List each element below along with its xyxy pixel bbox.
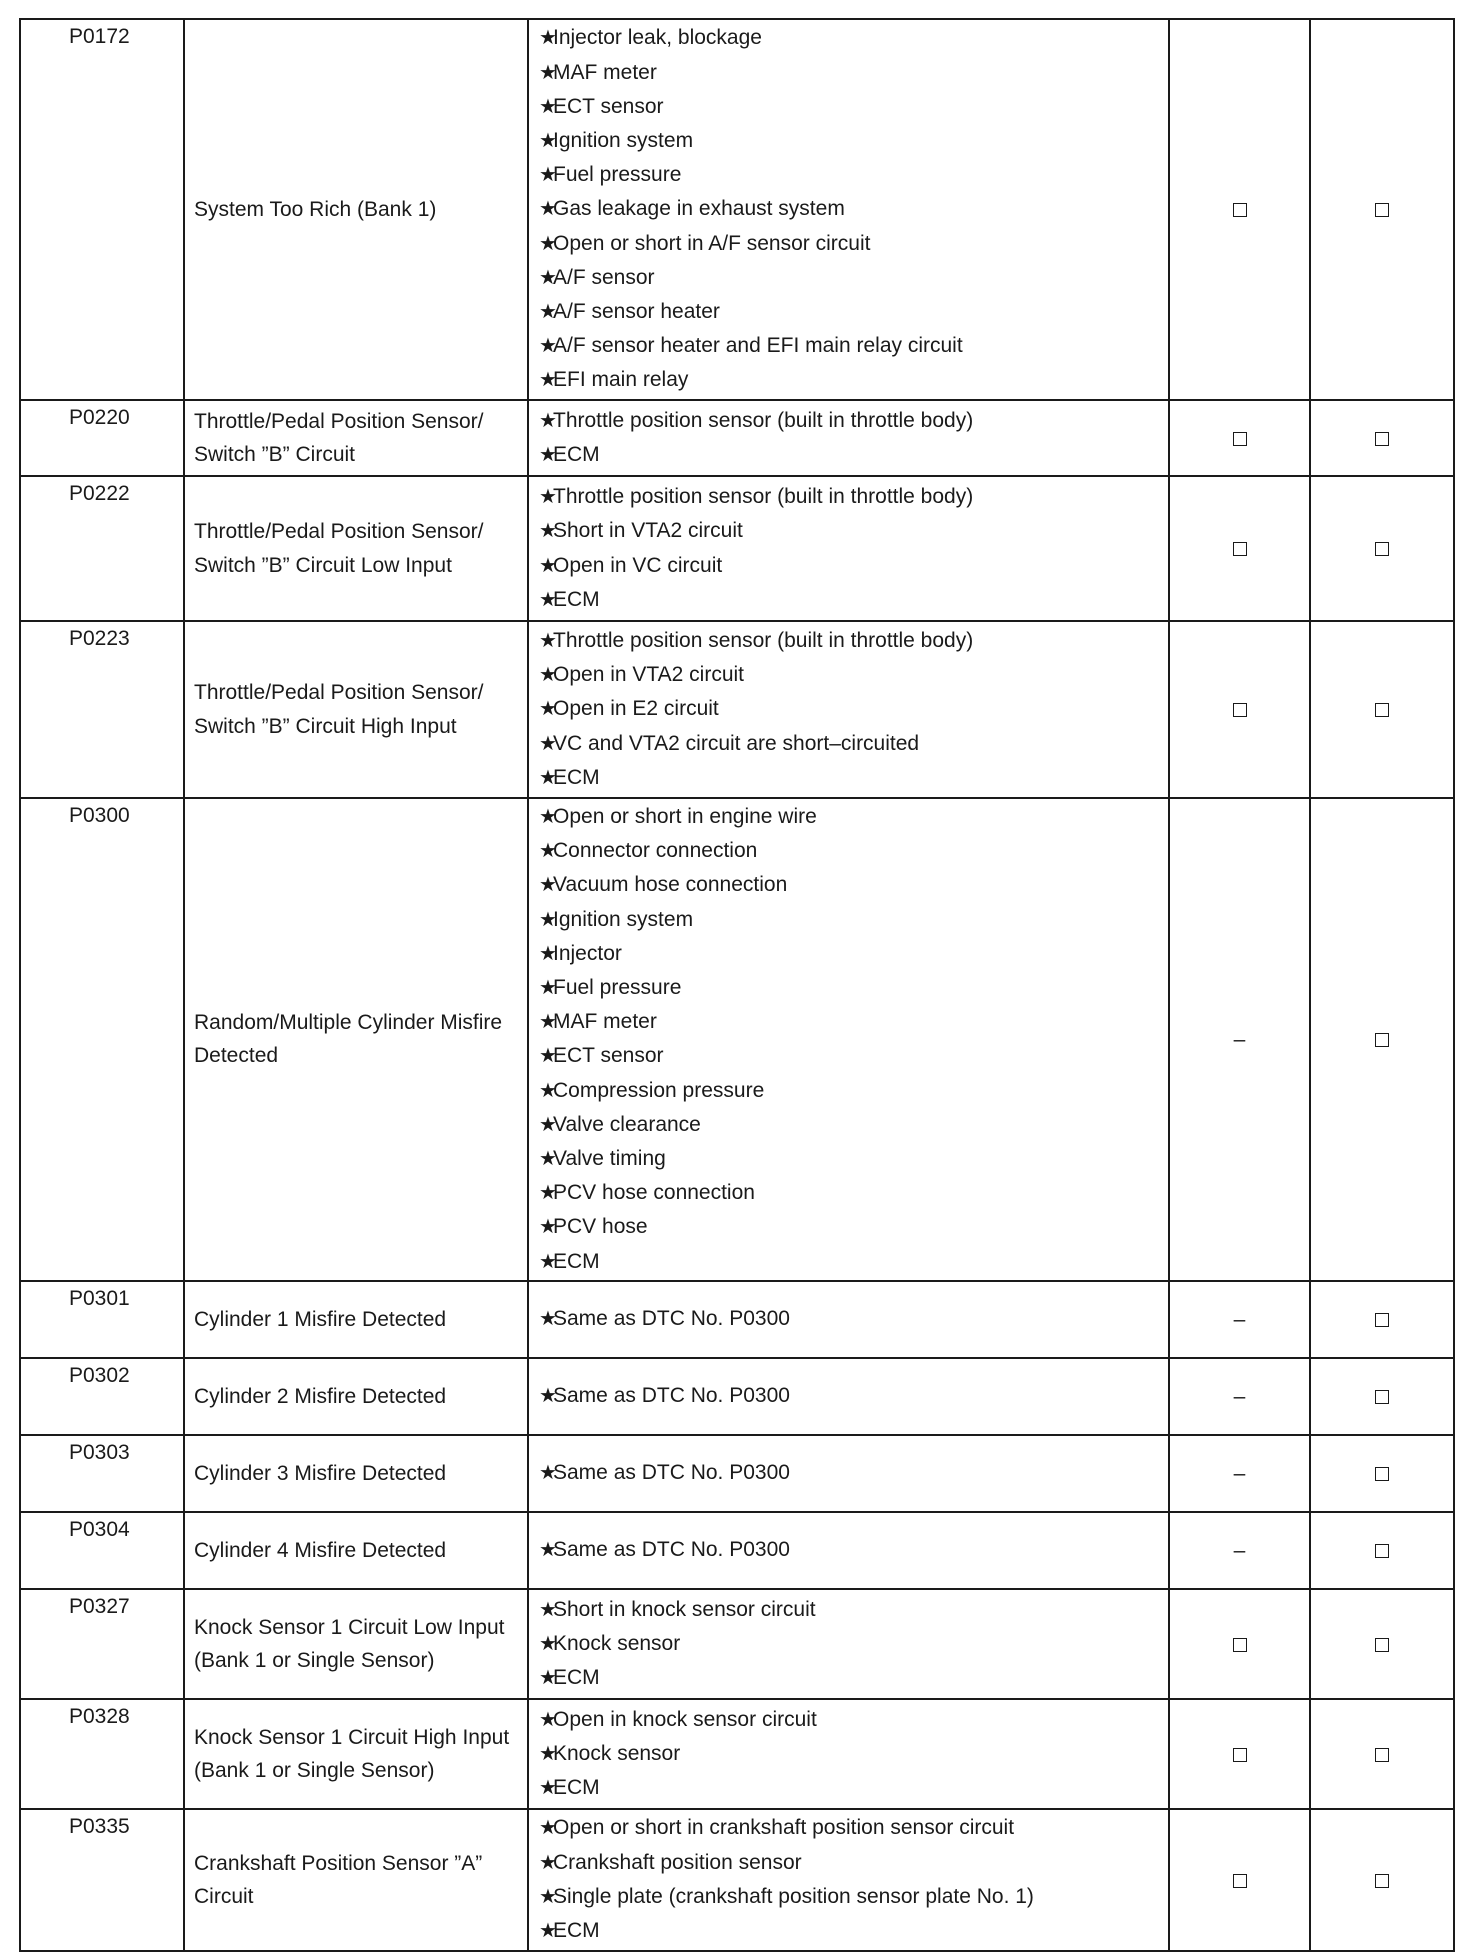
dtc-code: P0223	[69, 627, 130, 650]
mil-cell	[1169, 1435, 1310, 1512]
star-bullet-icon: ★	[539, 1079, 557, 1102]
trouble-area-item	[539, 1210, 1168, 1244]
trouble-area-item	[539, 1039, 1168, 1073]
trouble-area-item	[539, 192, 1168, 226]
dtc-code: P0300	[69, 804, 130, 827]
star-bullet-icon: ★	[539, 664, 557, 687]
dtc-description: Knock Sensor 1 Circuit High Input (Bank 1 or Single Sensor)	[194, 1725, 510, 1782]
table-row	[20, 1809, 1454, 1951]
trouble-area-item	[539, 1703, 1168, 1737]
trouble-area-item	[539, 1074, 1168, 1108]
dtc-code-cell	[20, 1358, 184, 1435]
star-bullet-icon: ★	[539, 840, 557, 863]
table-row	[20, 400, 1454, 476]
star-bullet-icon: ★	[539, 61, 557, 84]
trouble-area-text: Vacuum hose connection	[553, 873, 788, 897]
dtc-description: System Too Rich (Bank 1)	[194, 197, 437, 221]
trouble-area-item	[539, 971, 1168, 1005]
trouble-area-text: Gas leakage in exhaust system	[553, 197, 845, 221]
trouble-area-item	[539, 363, 1168, 397]
star-bullet-icon: ★	[539, 1148, 557, 1171]
dtc-description: Throttle/Pedal Position Sensor/ Switch ”B” Circuit Low Input	[194, 520, 484, 577]
trouble-area-item	[539, 868, 1168, 902]
trouble-area-text: EFI main relay	[553, 368, 689, 392]
trouble-area-item	[539, 583, 1168, 617]
table-row	[20, 1358, 1454, 1435]
memory-cell	[1310, 1809, 1454, 1951]
memory-cell	[1310, 1435, 1454, 1512]
trouble-area-item	[539, 227, 1168, 261]
trouble-area-text: ECT sensor	[553, 1044, 664, 1068]
trouble-area-item	[539, 329, 1168, 363]
star-bullet-icon: ★	[539, 874, 557, 897]
trouble-area-item	[539, 1627, 1168, 1661]
trouble-area-item	[539, 56, 1168, 90]
trouble-area-text: PCV hose connection	[553, 1181, 755, 1205]
trouble-area-text: ECM	[553, 1249, 600, 1273]
trouble-area-item	[539, 1108, 1168, 1142]
star-bullet-icon: ★	[539, 1385, 557, 1408]
mil-cell	[1169, 400, 1310, 476]
star-bullet-icon: ★	[539, 1851, 557, 1874]
checkbox-icon	[1375, 1638, 1389, 1652]
memory-cell	[1310, 476, 1454, 621]
trouble-area-item	[539, 903, 1168, 937]
memory-cell	[1310, 798, 1454, 1281]
trouble-area-text: ECM	[553, 1665, 600, 1689]
dash-mark: –	[1233, 1538, 1246, 1562]
trouble-area-item	[539, 549, 1168, 583]
star-bullet-icon: ★	[539, 698, 557, 721]
mil-cell	[1169, 1809, 1310, 1951]
star-bullet-icon: ★	[539, 1598, 557, 1621]
trouble-area-cell	[528, 1281, 1169, 1358]
trouble-area-text: Knock sensor	[553, 1741, 681, 1765]
mil-cell	[1169, 1512, 1310, 1589]
dtc-code: P0335	[69, 1814, 130, 1838]
table-row	[20, 621, 1454, 798]
trouble-area-item	[539, 1379, 1168, 1413]
star-bullet-icon: ★	[539, 1776, 557, 1799]
star-bullet-icon: ★	[539, 1885, 557, 1908]
checkbox-icon	[1375, 703, 1389, 717]
star-bullet-icon: ★	[539, 232, 557, 255]
dtc-code: P0302	[69, 1363, 130, 1387]
dtc-description-cell	[184, 1435, 528, 1512]
trouble-area-cell	[528, 1809, 1169, 1951]
dtc-description: Throttle/Pedal Position Sensor/ Switch ”B” Circuit High Input	[194, 681, 484, 738]
dtc-description-cell	[184, 1809, 528, 1951]
dtc-description: Random/Multiple Cylinder Misfire Detected	[194, 1011, 503, 1068]
trouble-area-text: Same as DTC No. P0300	[553, 1307, 790, 1331]
checkbox-icon	[1375, 1467, 1389, 1481]
trouble-area-item	[539, 937, 1168, 971]
trouble-area-text: Knock sensor	[553, 1631, 681, 1655]
dtc-description-cell	[184, 798, 528, 1281]
mil-cell	[1169, 1281, 1310, 1358]
star-bullet-icon: ★	[539, 520, 557, 543]
table-row	[20, 1512, 1454, 1589]
dtc-code-cell	[20, 1589, 184, 1699]
memory-cell	[1310, 1699, 1454, 1809]
mil-cell	[1169, 621, 1310, 798]
trouble-area-item	[539, 1302, 1168, 1336]
trouble-area-cell	[528, 1512, 1169, 1589]
trouble-area-item	[539, 1593, 1168, 1627]
table-row	[20, 1589, 1454, 1699]
trouble-area-text: MAF meter	[553, 1010, 657, 1034]
checkbox-icon	[1233, 432, 1247, 446]
trouble-area-item	[539, 404, 1168, 438]
trouble-area-text: Connector connection	[553, 839, 758, 863]
dtc-code-cell	[20, 1699, 184, 1809]
dtc-code: P0222	[69, 482, 130, 505]
star-bullet-icon: ★	[539, 1632, 557, 1655]
star-bullet-icon: ★	[539, 1817, 557, 1840]
trouble-area-item	[539, 624, 1168, 658]
memory-cell	[1310, 1512, 1454, 1589]
star-bullet-icon: ★	[539, 1250, 557, 1273]
dtc-description: Crankshaft Position Sensor ”A” Circuit	[194, 1851, 483, 1908]
dtc-code-cell	[20, 1281, 184, 1358]
trouble-area-item	[539, 1245, 1168, 1279]
trouble-area-text: VC and VTA2 circuit are short–circuited	[553, 731, 920, 755]
dtc-description: Cylinder 3 Misfire Detected	[194, 1461, 447, 1485]
trouble-area-item	[539, 1005, 1168, 1039]
checkbox-icon	[1375, 432, 1389, 446]
trouble-area-text: Fuel pressure	[553, 163, 682, 187]
trouble-area-item	[539, 834, 1168, 868]
trouble-area-item	[539, 761, 1168, 795]
star-bullet-icon: ★	[539, 486, 557, 509]
trouble-area-text: Throttle position sensor (built in throttle body)	[553, 408, 974, 432]
trouble-area-text: A/F sensor heater and EFI main relay circuit	[553, 334, 963, 358]
trouble-area-cell	[528, 1435, 1169, 1512]
trouble-area-text: Valve timing	[553, 1147, 666, 1171]
star-bullet-icon: ★	[539, 1045, 557, 1068]
trouble-area-cell	[528, 19, 1169, 400]
dtc-code-cell	[20, 798, 184, 1281]
star-bullet-icon: ★	[539, 766, 557, 789]
trouble-area-text: Single plate (crankshaft position sensor plate No. 1)	[553, 1884, 1034, 1908]
trouble-area-text: Open or short in A/F sensor circuit	[553, 231, 871, 255]
dtc-code-cell	[20, 621, 184, 798]
table-row	[20, 19, 1454, 400]
trouble-area-item	[539, 480, 1168, 514]
trouble-area-cell	[528, 621, 1169, 798]
star-bullet-icon: ★	[539, 1113, 557, 1136]
checkbox-icon	[1375, 1390, 1389, 1404]
trouble-area-item	[539, 90, 1168, 124]
dtc-description-cell	[184, 1358, 528, 1435]
star-bullet-icon: ★	[539, 1666, 557, 1689]
trouble-area-text: Open in knock sensor circuit	[553, 1707, 817, 1731]
star-bullet-icon: ★	[539, 732, 557, 755]
dtc-description-cell	[184, 1512, 528, 1589]
trouble-area-cell	[528, 400, 1169, 476]
trouble-area-item	[539, 692, 1168, 726]
trouble-area-item	[539, 158, 1168, 192]
trouble-area-text: Same as DTC No. P0300	[553, 1538, 790, 1562]
star-bullet-icon: ★	[539, 1920, 557, 1943]
dtc-code-cell	[20, 1512, 184, 1589]
star-bullet-icon: ★	[539, 335, 557, 358]
dtc-description-cell	[184, 1281, 528, 1358]
trouble-area-text: Open in VC circuit	[553, 553, 723, 577]
checkbox-icon	[1233, 1874, 1247, 1888]
dash-mark: –	[1233, 1384, 1246, 1408]
dtc-description: Cylinder 4 Misfire Detected	[194, 1538, 447, 1562]
table-row	[20, 1435, 1454, 1512]
trouble-area-text: ECM	[553, 1919, 600, 1943]
checkbox-icon	[1233, 1638, 1247, 1652]
star-bullet-icon: ★	[539, 129, 557, 152]
trouble-area-text: Compression pressure	[553, 1078, 765, 1102]
checkbox-icon	[1375, 1544, 1389, 1558]
star-bullet-icon: ★	[539, 1182, 557, 1205]
trouble-area-cell	[528, 798, 1169, 1281]
dtc-description-cell	[184, 621, 528, 798]
trouble-area-text: ECM	[553, 443, 600, 466]
star-bullet-icon: ★	[539, 369, 557, 392]
star-bullet-icon: ★	[539, 95, 557, 118]
table-row	[20, 476, 1454, 621]
trouble-area-text: ECT sensor	[553, 94, 664, 118]
trouble-area-cell	[528, 1589, 1169, 1699]
trouble-area-text: Same as DTC No. P0300	[553, 1384, 790, 1408]
trouble-area-text: Throttle position sensor (built in throttle body)	[553, 628, 974, 652]
star-bullet-icon: ★	[539, 1708, 557, 1731]
trouble-area-text: Open or short in crankshaft position sensor circuit	[553, 1816, 1015, 1840]
trouble-area-text: Ignition system	[553, 128, 694, 152]
star-bullet-icon: ★	[539, 444, 557, 466]
mil-cell	[1169, 1358, 1310, 1435]
trouble-area-item	[539, 124, 1168, 158]
checkbox-icon	[1375, 1033, 1389, 1047]
trouble-area-item	[539, 295, 1168, 329]
trouble-area-text: Open or short in engine wire	[553, 805, 817, 828]
checkbox-icon	[1375, 203, 1389, 217]
checkbox-icon	[1233, 542, 1247, 556]
trouble-area-item	[539, 1771, 1168, 1805]
dtc-code: P0327	[69, 1594, 130, 1618]
trouble-area-item	[539, 1456, 1168, 1490]
trouble-area-item	[539, 1914, 1168, 1948]
trouble-area-item	[539, 727, 1168, 761]
dash-mark: –	[1233, 1461, 1246, 1485]
dash-mark: –	[1233, 1027, 1246, 1051]
star-bullet-icon: ★	[539, 198, 557, 221]
dtc-code: P0328	[69, 1704, 130, 1728]
trouble-area-item	[539, 514, 1168, 548]
trouble-area-text: ECM	[553, 587, 600, 611]
dtc-code: P0172	[69, 25, 130, 48]
checkbox-icon	[1375, 1874, 1389, 1888]
star-bullet-icon: ★	[539, 977, 557, 1000]
star-bullet-icon: ★	[539, 1011, 557, 1034]
trouble-area-text: Crankshaft position sensor	[553, 1850, 802, 1874]
star-bullet-icon: ★	[539, 1216, 557, 1239]
star-bullet-icon: ★	[539, 266, 557, 289]
star-bullet-icon: ★	[539, 908, 557, 931]
trouble-area-text: Short in VTA2 circuit	[553, 519, 743, 543]
table-row	[20, 1699, 1454, 1809]
trouble-area-text: Same as DTC No. P0300	[553, 1461, 790, 1485]
dtc-code-cell	[20, 476, 184, 621]
star-bullet-icon: ★	[539, 942, 557, 965]
checkbox-icon	[1375, 1748, 1389, 1762]
dtc-code-cell	[20, 1435, 184, 1512]
trouble-area-item	[539, 261, 1168, 295]
mil-cell	[1169, 476, 1310, 621]
mil-cell	[1169, 798, 1310, 1281]
trouble-area-item	[539, 800, 1168, 834]
mil-cell	[1169, 1589, 1310, 1699]
trouble-area-text: MAF meter	[553, 60, 657, 84]
dash-mark: –	[1233, 1307, 1246, 1331]
star-bullet-icon: ★	[539, 1539, 557, 1562]
memory-cell	[1310, 400, 1454, 476]
star-bullet-icon: ★	[539, 629, 557, 652]
trouble-area-cell	[528, 476, 1169, 621]
star-bullet-icon: ★	[539, 27, 557, 50]
trouble-area-text: Throttle position sensor (built in throttle body)	[553, 485, 974, 509]
trouble-area-text: A/F sensor heater	[553, 300, 720, 323]
trouble-area-text: ECM	[553, 765, 600, 789]
memory-cell	[1310, 1358, 1454, 1435]
dtc-code-cell	[20, 400, 184, 476]
dtc-code: P0303	[69, 1440, 130, 1464]
star-bullet-icon: ★	[539, 1742, 557, 1765]
memory-cell	[1310, 1589, 1454, 1699]
dtc-description-cell	[184, 1589, 528, 1699]
mil-cell	[1169, 1699, 1310, 1809]
trouble-area-text: Injector	[553, 941, 622, 965]
mil-cell	[1169, 19, 1310, 400]
memory-cell	[1310, 19, 1454, 400]
trouble-area-text: Short in knock sensor circuit	[553, 1597, 816, 1621]
trouble-area-item	[539, 1661, 1168, 1695]
dtc-table	[19, 18, 1455, 1952]
memory-cell	[1310, 1281, 1454, 1358]
trouble-area-item	[539, 1811, 1168, 1845]
star-bullet-icon: ★	[539, 409, 557, 432]
trouble-area-text: Fuel pressure	[553, 976, 682, 1000]
trouble-area-cell	[528, 1699, 1169, 1809]
star-bullet-icon: ★	[539, 588, 557, 611]
dtc-description: Throttle/Pedal Position Sensor/ Switch ”B” Circuit	[194, 409, 484, 466]
trouble-area-item	[539, 1142, 1168, 1176]
memory-cell	[1310, 621, 1454, 798]
dtc-code-cell	[20, 19, 184, 400]
trouble-area-item	[539, 1880, 1168, 1914]
star-bullet-icon: ★	[539, 164, 557, 187]
dtc-description-cell	[184, 19, 528, 400]
trouble-area-text: Injector leak, blockage	[553, 26, 762, 50]
checkbox-icon	[1375, 1313, 1389, 1327]
dtc-description-cell	[184, 476, 528, 621]
trouble-area-item	[539, 658, 1168, 692]
trouble-area-item	[539, 21, 1168, 55]
dtc-code: P0304	[69, 1517, 130, 1541]
checkbox-icon	[1233, 203, 1247, 217]
trouble-area-text: ECM	[553, 1775, 600, 1799]
trouble-area-item	[539, 1176, 1168, 1210]
trouble-area-cell	[528, 1358, 1169, 1435]
dtc-description-cell	[184, 400, 528, 476]
checkbox-icon	[1233, 703, 1247, 717]
trouble-area-item	[539, 1846, 1168, 1880]
dtc-description-cell	[184, 1699, 528, 1809]
trouble-area-text: PCV hose	[553, 1215, 648, 1239]
trouble-area-item	[539, 1533, 1168, 1567]
star-bullet-icon: ★	[539, 301, 557, 323]
dtc-description: Knock Sensor 1 Circuit Low Input (Bank 1 or Single Sensor)	[194, 1615, 505, 1672]
checkbox-icon	[1375, 542, 1389, 556]
table-row	[20, 1281, 1454, 1358]
dtc-code: P0301	[69, 1286, 130, 1310]
dtc-description: Cylinder 1 Misfire Detected	[194, 1307, 447, 1331]
dtc-code-cell	[20, 1809, 184, 1951]
star-bullet-icon: ★	[539, 1308, 557, 1331]
star-bullet-icon: ★	[539, 1462, 557, 1485]
checkbox-icon	[1233, 1748, 1247, 1762]
dtc-code: P0220	[69, 406, 130, 429]
trouble-area-text: Open in VTA2 circuit	[553, 663, 745, 687]
table-row	[20, 798, 1454, 1281]
star-bullet-icon: ★	[539, 554, 557, 577]
trouble-area-text: Valve clearance	[553, 1112, 701, 1136]
trouble-area-text: Ignition system	[553, 907, 694, 931]
trouble-area-item	[539, 438, 1168, 472]
trouble-area-text: Open in E2 circuit	[553, 697, 719, 721]
star-bullet-icon: ★	[539, 806, 557, 828]
dtc-description: Cylinder 2 Misfire Detected	[194, 1384, 447, 1408]
trouble-area-item	[539, 1737, 1168, 1771]
trouble-area-text: A/F sensor	[553, 265, 655, 289]
